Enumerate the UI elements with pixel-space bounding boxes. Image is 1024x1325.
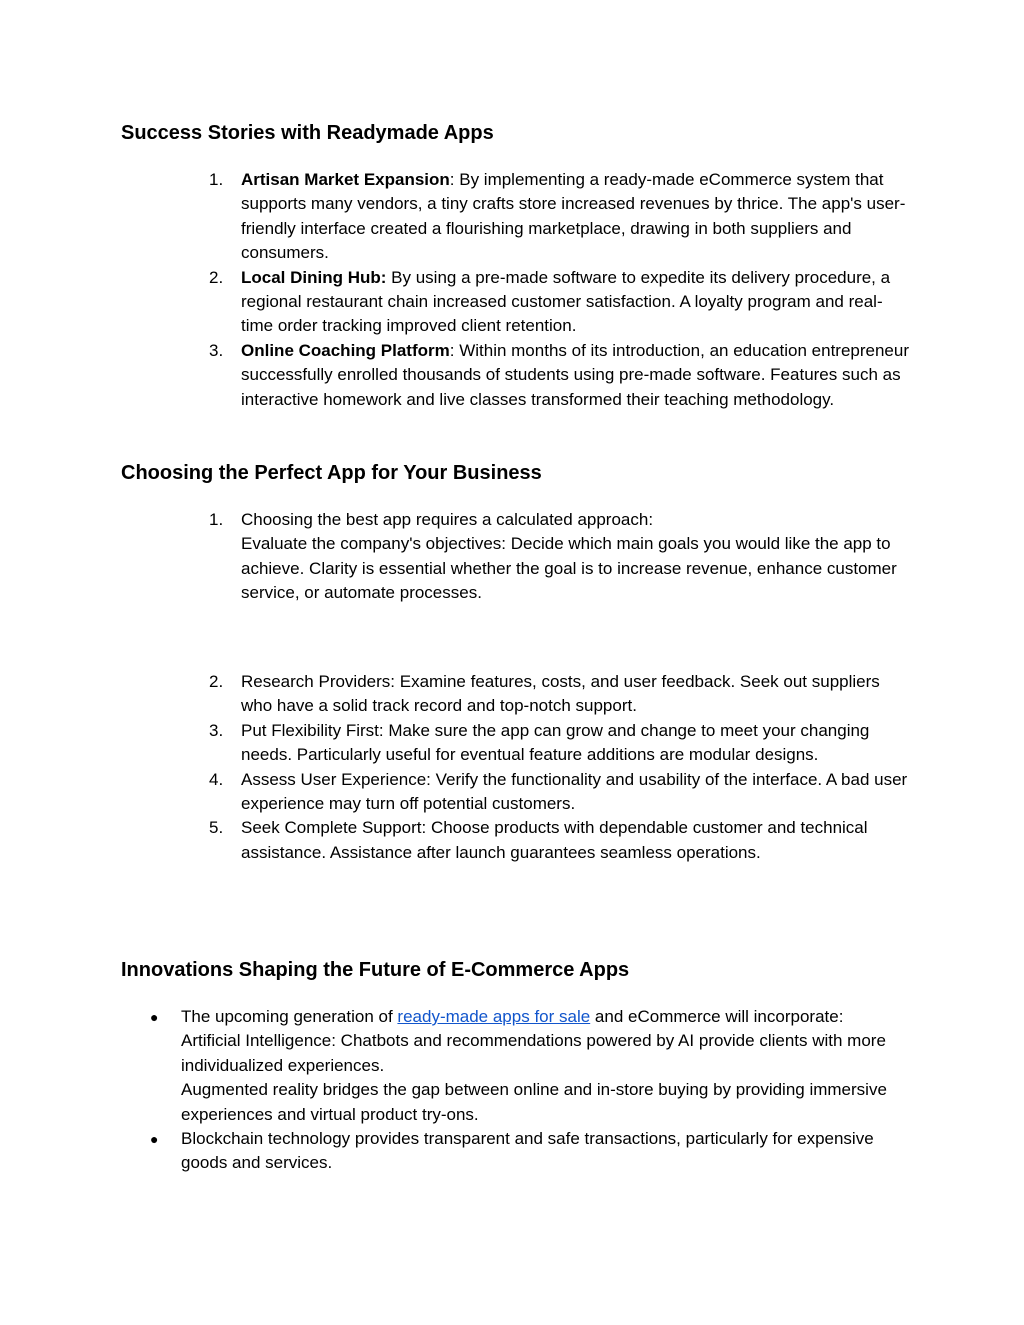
story-text: : Within months of its introduction, an education entrepreneur successfully enrolled thousands of students using pre-made software. Features such as interactive homework and live classes transformed their teaching methodology. [241,340,910,409]
list-item [150,1127,910,1176]
list-marker: 2. [209,267,224,287]
choosing-steps-list [209,670,909,865]
step-text: Seek Complete Support: Choose products with dependable customer and technical assistance. Assistance after launch guarantees seamless operations. [241,818,868,862]
list-marker: 5. [209,818,224,838]
story-title: Artisan Market Expansion [241,170,450,189]
intro-text-after: and eCommerce will incorporate: [590,1007,844,1026]
list-item [150,1005,910,1127]
story-title: Local Dining Hub: [241,267,387,287]
list-item [209,768,909,817]
list-item [209,816,909,865]
choosing-intro-list [209,508,909,606]
list-marker: 3. [209,340,224,360]
list-marker: 3. [209,720,224,740]
blockchain-text: Blockchain technology provides transparent and safe transactions, particularly for expensive goods and services. [181,1129,874,1173]
innovations-heading: Innovations Shaping the Future of E-Commerce Apps [121,959,630,981]
list-item [209,719,909,768]
ready-made-apps-link[interactable]: ready-made apps for sale [397,1007,591,1026]
step-text: Research Providers: Examine features, costs, and user feedback. Seek out suppliers who have a solid track record and top-notch support. [241,672,880,716]
innovations-intro [181,1005,910,1029]
bullet-icon: ● [150,1009,159,1025]
list-marker: 4. [209,769,224,789]
intro-text-before: The upcoming generation of [181,1007,398,1026]
success-stories-heading: Success Stories with Readymade Apps [121,122,494,144]
step-text: Put Flexibility First: Make sure the app can grow and change to meet your changing needs. Particularly useful for eventual feature additions are modular designs. [241,720,870,765]
story-text: : By implementing a ready-made eCommerce system that supports many vendors, a tiny crafts store increased revenues by thrice. The app's user-friendly interface created a flourishing marketplace, drawing in both suppliers and consumers. [241,170,906,263]
bullet-icon: ● [150,1131,159,1148]
ar-text: Augmented reality bridges the gap between online and in-store buying by providing immersive experiences and virtual product try-ons. [181,1080,887,1124]
list-item [209,168,909,266]
list-item [209,339,909,412]
list-item [209,266,909,339]
list-item [209,508,909,606]
list-item [209,670,909,719]
step-text: Assess User Experience: Verify the functionality and usability of the interface. A bad user experience may turn off potential customers. [241,769,908,814]
list-marker: 1. [209,170,224,189]
list-marker: 2. [209,672,224,691]
choosing-app-heading: Choosing the Perfect App for Your Business [121,462,542,484]
list-marker: 1. [209,510,224,529]
intro-text: Choosing the best app requires a calculated approach: [241,510,654,529]
innovations-list [150,1005,910,1176]
success-stories-list [209,168,909,412]
objectives-text: Evaluate the company's objectives: Decide which main goals you would like the app to achieve. Clarity is essential whether the goal is to increase revenue, enhance customer service, or automate processes. [241,534,897,603]
ai-text: Artificial Intelligence: Chatbots and recommendations powered by AI provide clients with more individualized experiences. [181,1031,886,1075]
story-title: Online Coaching Platform [241,340,450,360]
story-text: By using a pre-made software to expedite its delivery procedure, a regional restaurant chain increased customer satisfaction. A loyalty program and real-time order tracking improved client retention. [241,267,891,336]
